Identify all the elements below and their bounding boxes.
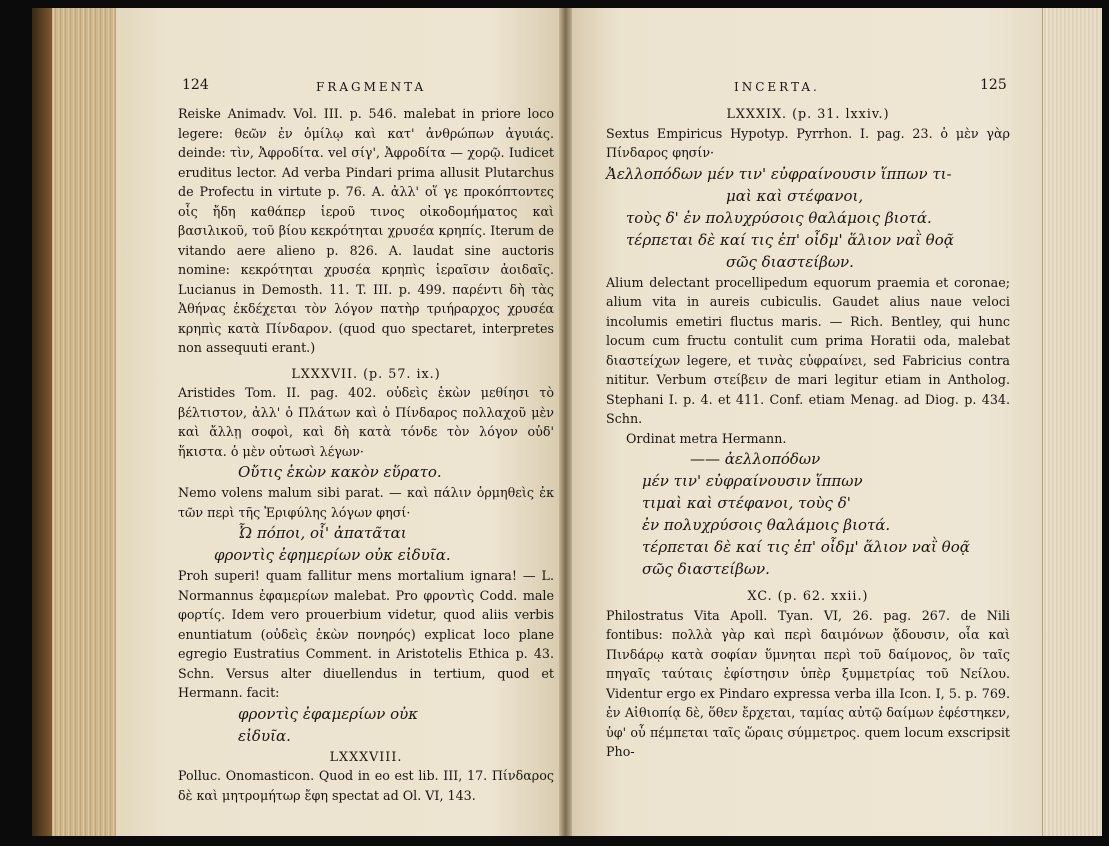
page-text: [178, 104, 554, 805]
paragraph: Alium delectant procellipedum equorum praemia et coronae; alium vita in aureis cubiculis. Gaudet alius naue veloci incolumis emetiri fluctus maris. — Rich. Bentley, qui hunc locum cum fructu contulit cum prima Horatii oda, malebat διαστείχων legere, et τινὰς εὐφραίνει, sed Fabricius contra nititur. Verbum στείβειν de mari legitur etiam in Antholog. Stephani I. p. 4. et 411. Conf. etiam Menag. ad Diog. p. 434. Schn.: [606, 274, 1010, 426]
page-edges-right: [1042, 8, 1101, 836]
page-edges-left: [52, 8, 117, 836]
verse-line: σῶς διαστείβων.: [642, 560, 770, 578]
paragraph: Polluc. Onomasticon. Quod in eo est lib. III, 17. Πίνδαρος δὲ καὶ μητρομήτωρ ἔφη spectat ad Ol. VI, 143.: [178, 768, 554, 803]
fragment-heading: LXXXVIII.: [329, 748, 403, 764]
verse-line: τέρπεται δὲ καί τις ἐπ' οἶδμ' ἅλιον ναῒ θοᾷ: [642, 538, 970, 556]
running-head: FRAGMENTA: [316, 80, 427, 94]
verse-line: τοὺς δ' ἐν πολυχρύσοις θαλάμοις βιοτά.: [626, 208, 932, 227]
fragment-heading: LXXXVII. (p. 57. ix.): [291, 365, 441, 381]
page-number: 125: [980, 77, 1007, 93]
paragraph: Proh superi! quam fallitur mens mortalium ignara! — L. Normannus ἐφαμερίων malebat. Pro φροντὶς Codd. male φορτίς. Idem vero prouerbium videtur, quod aliis verbis enuntiatum (οὐδεὶς ἑκὼν πονηρός) explicat loco plane egregio Eustratius Comment. in Aristotelis Ethica p. 43. Schn. Versus alter diuellendus in tertium, quod et Hermann. facit:: [178, 568, 554, 700]
verse-line: μαὶ καὶ στέφανοι,: [726, 186, 864, 205]
verse-line: —— ἀελλοπόδων: [690, 450, 821, 468]
paragraph: Nemo volens malum sibi parat. — καὶ πάλιν ὁρμηθεὶς ἐκ τῶν περὶ τῆς Ἐριφύλης λόγων φησί·: [178, 485, 554, 520]
page-number: 124: [182, 77, 209, 93]
verse-line: τέρπεται δὲ καί τις ἐπ' οἶδμ' ἅλιον ναῒ θοᾷ: [626, 230, 954, 249]
verse-line: Οὔτις ἑκὼν κακὸν εὕρατο.: [238, 463, 442, 481]
running-head: INCERTA.: [734, 80, 820, 94]
verse-line: φροντὶς ἐφημερίων οὐκ εἰδυῖα.: [214, 546, 451, 564]
right-page: [572, 8, 1042, 836]
paragraph: Sextus Empiricus Hypotyp. Pyrrhon. I. pag. 23. ὁ μὲν γὰρ Πίνδαρος φησίν·: [606, 125, 1010, 160]
paragraph: Ordinat metra Hermann.: [626, 430, 787, 446]
paragraph: Philostratus Vita Apoll. Tyan. VI, 26. pag. 267. de Nili fontibus: πολλὰ γὰρ καὶ περὶ δαιμόνων ᾄδουσιν, οἷα καὶ Πινδάρῳ κατὰ σοφίαν ὕμνηται περὶ τοῦ δαίμονος, ὃν ταῖς πηγαῖς ταύταις ἐφίστησιν ὑπὲρ ξυμμετρίας τοῦ Νείλου. Videntur ergo ex Pindaro expressa verba illa Icon. I, 5. p. 769. ἐν Αἰθιοπίᾳ δὲ, ὅθεν ἔρχεται, ταμίας αὐτῷ δαίμων ἐφέστηκεν, ὑφ' οὗ πέμπεται ταῖς ὥραις σύμμετρος. quem locum exscripsit Pho-: [606, 607, 1010, 759]
paragraph: Reiske Animadv. Vol. III. p. 546. malebat in priore loco legere: θεῶν ἐν ὁμίλῳ καὶ κατ' ἀνθρώπων ἀγυιάς. deinde: τὶν, Ἀφροδίτα. vel σίγ', Ἀφροδίτα — χορῷ. Iudicet eruditus lector. Ad verba Pindari prima allusit Plutarchus de Profectu in virtute p. 76. A. ἀλλ' οἵ γε προκόπτοντες οἷς ἤδη καθάπερ ἱεροῦ τινος οἰκοδομήματος καὶ βασιλικοῦ, τοῦ βίου κεκρότηται χρυσέα κρηπίς. Iterum de vitando aere alieno p. 826. A. laudat sine auctoris nomine: κεκρότηται χρυσέα κρηπὶς ἱεραῖσιν ἀοιδαῖς. Lucianus in Demosth. 11. T. III. p. 499. παρέντι δὴ τὰς Ἀθήνας ἐκδέχεται τὸν λόγον πατὴρ τριήραρχος χρυσέα κρηπὶς κατὰ Πίνδαρον. (quod quo spectaret, interpretes non assequuti erant.): [178, 106, 554, 355]
verse-line: φροντὶς ἐφαμερίων οὐκ: [238, 704, 419, 723]
fragment-heading: XC. (p. 62. xxii.): [747, 588, 869, 603]
paragraph: Aristides Tom. II. pag. 402. οὐδεὶς ἑκὼν μεθίησι τὸ βέλτιστον, ἀλλ' ὁ Πλάτων καὶ ὁ Πίνδαρος πολλαχοῦ μὲν καὶ ἄλλῃ σοφοὶ, καὶ δὴ κατὰ τόνδε τὸν λόγον οὐδ' ἥκιστα. ὁ μὲν οὑτωσὶ λέγων·: [178, 385, 554, 459]
fragment-heading: LXXXIX. (p. 31. lxxiv.): [726, 106, 890, 121]
verse-line: Ὦ πόποι, οἷ' ἀπατᾶται: [238, 524, 407, 542]
verse-line: σῶς διαστείβων.: [726, 252, 854, 271]
left-page: [116, 8, 559, 836]
verse-line: τιμαὶ καὶ στέφανοι, τοὺς δ': [642, 494, 851, 512]
verse-line: Ἀελλοπόδων μέν τιν' εὐφραίνουσιν ἵππων τι-: [606, 164, 952, 183]
verse-line: μέν τιν' εὐφραίνουσιν ἵππων: [642, 472, 863, 490]
verse-line: εἰδυῖα.: [238, 726, 291, 745]
verse-line: ἐν πολυχρύσοις θαλάμοις βιοτά.: [642, 516, 891, 534]
page-text: [606, 104, 1010, 762]
book-gutter: [559, 8, 572, 836]
